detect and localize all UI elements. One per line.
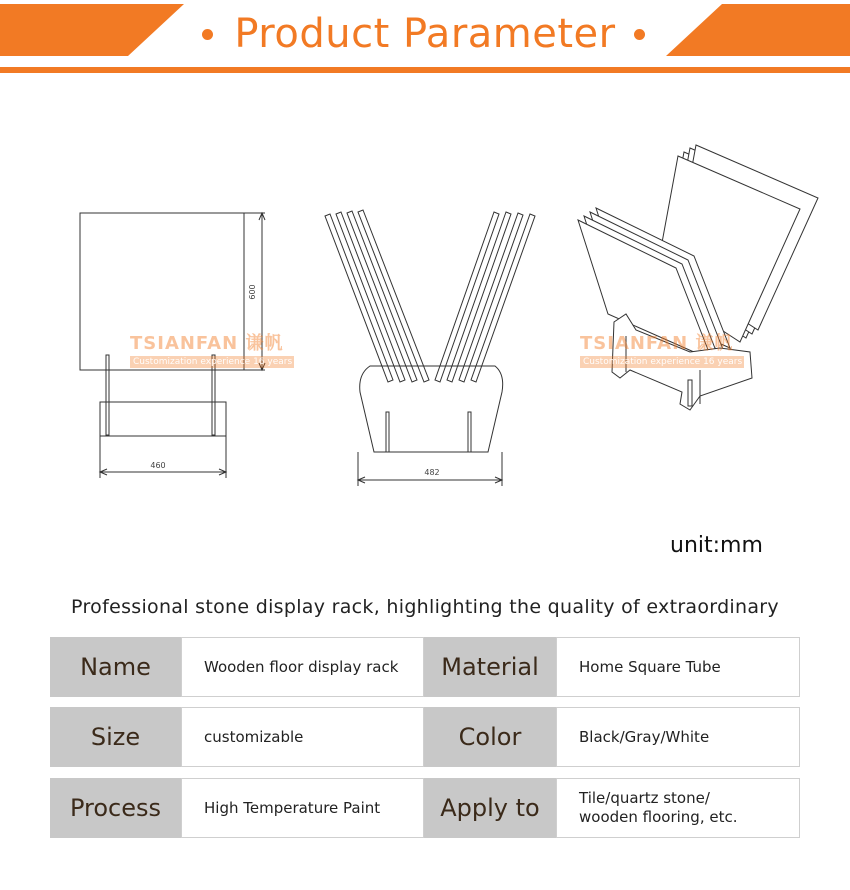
unit-label: unit:mm bbox=[670, 533, 763, 558]
watermark-left bbox=[130, 334, 294, 368]
front-width-dim: 460 bbox=[150, 461, 166, 470]
watermark-slogan: Customization experience 16 years bbox=[580, 356, 744, 368]
watermark-chinese: 谦帆 bbox=[695, 333, 734, 354]
spec-key: Name bbox=[50, 637, 181, 697]
spec-key: Process bbox=[50, 778, 181, 838]
side-width-dim: 482 bbox=[424, 468, 440, 477]
spec-key: Material bbox=[424, 637, 556, 697]
spec-key: Size bbox=[50, 707, 181, 767]
front-height-dim: 600 bbox=[248, 284, 257, 300]
spec-value: Tile/quartz stone/ wooden flooring, etc. bbox=[556, 778, 800, 838]
spec-key: Color bbox=[424, 707, 556, 767]
watermark-chinese: 谦帆 bbox=[245, 333, 284, 354]
spec-value: Home Square Tube bbox=[556, 637, 800, 697]
spec-row bbox=[50, 637, 800, 697]
watermark-brand: TSIANFAN bbox=[130, 333, 239, 354]
spec-row bbox=[50, 707, 800, 767]
spec-key: Apply to bbox=[424, 778, 556, 838]
isometric-view-drawing bbox=[578, 145, 818, 410]
watermark-slogan: Customization experience 16 years bbox=[130, 356, 294, 368]
watermark-right bbox=[580, 334, 744, 368]
watermark-brand: TSIANFAN bbox=[580, 333, 689, 354]
tagline: Professional stone display rack, highlighting the quality of extraordinary bbox=[71, 596, 779, 618]
spec-value: Wooden floor display rack bbox=[181, 637, 424, 697]
side-view-drawing bbox=[325, 210, 535, 486]
spec-row bbox=[50, 778, 800, 838]
spec-value: Black/Gray/White bbox=[556, 707, 800, 767]
page-title: Product Parameter bbox=[234, 11, 616, 57]
spec-value: customizable bbox=[181, 707, 424, 767]
spec-value: High Temperature Paint bbox=[181, 778, 424, 838]
